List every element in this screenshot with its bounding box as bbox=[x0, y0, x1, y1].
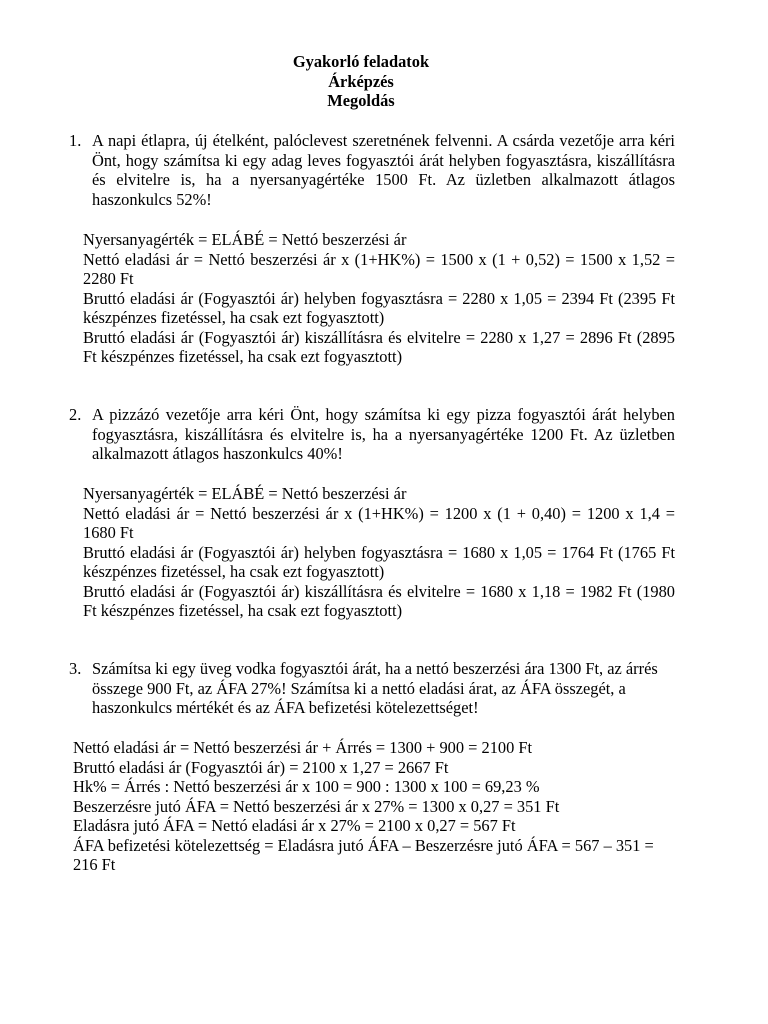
solution-line: Bruttó eladási ár (Fogyasztói ár) helyben fogyasztásra = 1680 x 1,05 = 1764 Ft (1765 Ft készpénzes fizetéssel, ha csak ezt fogyasztott) bbox=[83, 542, 675, 581]
solution-line: Bruttó eladási ár (Fogyasztói ár) kiszállításra és elvitelre = 2280 x 1,27 = 2896 Ft (2895 Ft készpénzes fizetéssel, ha csak ezt fogyasztott) bbox=[83, 327, 675, 366]
task-3 bbox=[69, 659, 675, 718]
solution-line: Nyersanyagérték = ELÁBÉ = Nettó beszerzési ár bbox=[83, 484, 407, 503]
title-line-3: Megoldás bbox=[327, 91, 395, 110]
task-1 bbox=[69, 131, 675, 209]
solution-line: Hk% = Árrés : Nettó beszerzési ár x 100 = 900 : 1300 x 100 = 69,23 % bbox=[73, 777, 540, 796]
solution-line: Nettó eladási ár = Nettó beszerzési ár x (1+HK%) = 1200 x (1 + 0,40) = 1200 x 1,4 = 1680 Ft bbox=[83, 503, 675, 542]
solution-line: ÁFA befizetési kötelezettség = Eladásra jutó ÁFA – Beszerzésre jutó ÁFA = 567 – 351 = 216 Ft bbox=[73, 835, 654, 874]
solution-line: Eladásra jutó ÁFA = Nettó eladási ár x 27% = 2100 x 0,27 = 567 Ft bbox=[73, 816, 516, 835]
solution-line: Bruttó eladási ár (Fogyasztói ár) = 2100 x 1,27 = 2667 Ft bbox=[73, 757, 449, 777]
task-text: A pizzázó vezetője arra kéri Önt, hogy számítsa ki egy pizza fogyasztói árát helyben fogyasztásra, kiszállításra és elvitelre is, ha a nyersanyagértéke 1200 Ft. Az üzletben alkalmazott átlagos haszonkulcs 40%! bbox=[92, 405, 675, 463]
solution-line: Bruttó eladási ár (Fogyasztói ár) kiszállításra és elvitelre = 1680 x 1,18 = 1982 Ft (1980 Ft készpénzes fizetéssel, ha csak ezt fogyasztott) bbox=[83, 581, 675, 620]
task-number: 3. bbox=[69, 659, 82, 678]
solution-line: Nettó eladási ár = Nettó beszerzési ár + Árrés = 1300 + 900 = 2100 Ft bbox=[73, 738, 533, 757]
solution-line: Nettó eladási ár = Nettó beszerzési ár x (1+HK%) = 1500 x (1 + 0,52) = 1500 x 1,52 = 2280 Ft bbox=[83, 249, 675, 288]
task-2-solution bbox=[83, 484, 675, 621]
document-title bbox=[0, 52, 722, 111]
solution-line: Nyersanyagérték = ELÁBÉ = Nettó beszerzési ár bbox=[83, 230, 407, 249]
title-line-2: Árképzés bbox=[328, 71, 394, 91]
task-1-solution bbox=[83, 230, 675, 367]
task-text: A napi étlapra, új ételként, palóclevest szeretnének felvenni. A csárda vezetője arra kéri Önt, hogy számítsa ki egy adag leves fogyasztói árát helyben fogyasztásra, kiszállításra és elvitelre is, ha a nyersanyagértéke 1500 Ft. Az üzletben alkalmazott átlagos haszonkulcs 52%! bbox=[92, 131, 675, 209]
task-2 bbox=[69, 405, 675, 464]
task-number: 1. bbox=[69, 131, 82, 150]
task-text: Számítsa ki egy üveg vodka fogyasztói árát, ha a nettó beszerzési ára 1300 Ft, az árrés összege 900 Ft, az ÁFA 27%! Számítsa ki a nettó eladási árat, az ÁFA összegét, a haszonkulcs mértékét és az ÁFA befizetési kötelezettséget! bbox=[92, 659, 658, 717]
solution-line: Bruttó eladási ár (Fogyasztói ár) helyben fogyasztásra = 2280 x 1,05 = 2394 Ft (2395 Ft készpénzes fizetéssel, ha csak ezt fogyasztott) bbox=[83, 288, 675, 327]
solution-line: Beszerzésre jutó ÁFA = Nettó beszerzési ár x 27% = 1300 x 0,27 = 351 Ft bbox=[73, 796, 560, 816]
task-3-solution bbox=[73, 738, 677, 875]
task-number: 2. bbox=[69, 405, 82, 424]
title-line-1: Gyakorló feladatok bbox=[292, 52, 430, 71]
